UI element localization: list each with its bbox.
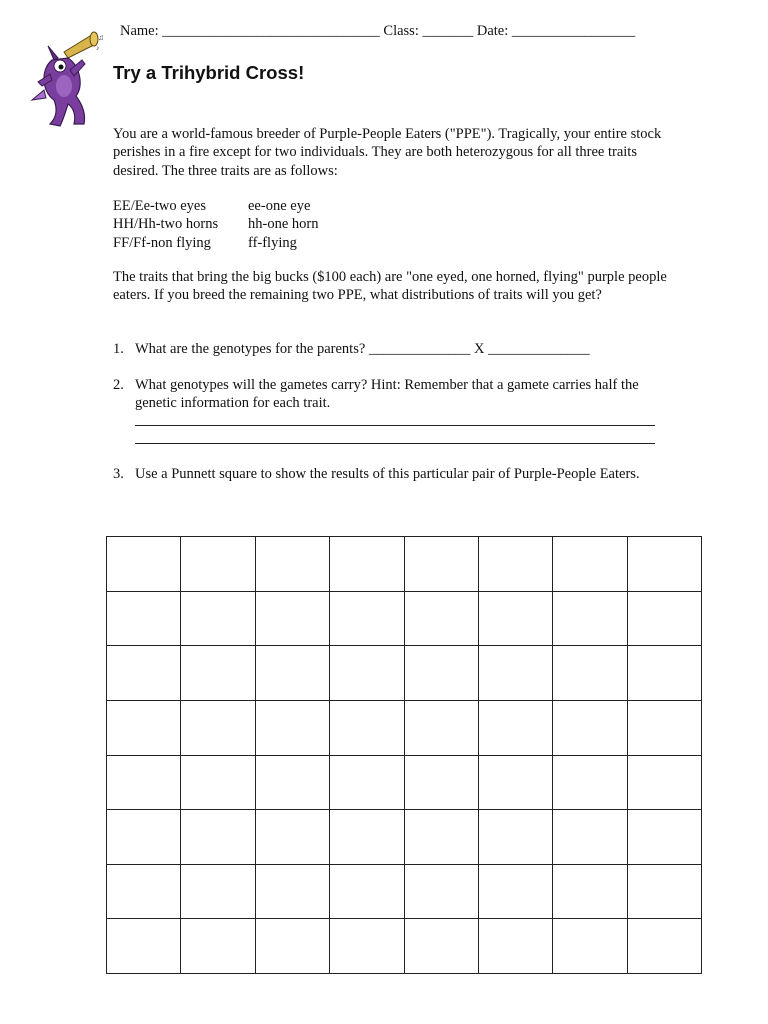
punnett-cell[interactable] xyxy=(627,700,701,755)
punnett-cell[interactable] xyxy=(478,700,552,755)
punnett-cell[interactable] xyxy=(404,700,478,755)
punnett-row xyxy=(107,755,702,810)
traits-list xyxy=(113,197,318,252)
punnett-cell[interactable] xyxy=(255,755,329,810)
punnett-cell[interactable] xyxy=(478,591,552,646)
question-2 xyxy=(113,376,653,413)
question-number: 1. xyxy=(113,341,124,357)
punnett-row xyxy=(107,537,702,592)
question-3 xyxy=(113,465,653,483)
punnett-square-grid xyxy=(106,536,702,974)
punnett-cell[interactable] xyxy=(330,919,404,974)
punnett-cell[interactable] xyxy=(627,919,701,974)
punnett-cell[interactable] xyxy=(330,700,404,755)
punnett-cell[interactable] xyxy=(181,864,255,919)
punnett-cell[interactable] xyxy=(627,591,701,646)
punnett-cell[interactable] xyxy=(330,810,404,865)
punnett-row xyxy=(107,810,702,865)
punnett-cell[interactable] xyxy=(553,755,627,810)
punnett-cell[interactable] xyxy=(181,646,255,701)
svg-text:♪: ♪ xyxy=(96,44,100,52)
punnett-cell[interactable] xyxy=(107,537,181,592)
punnett-row xyxy=(107,864,702,919)
punnett-cell[interactable] xyxy=(181,919,255,974)
punnett-cell[interactable] xyxy=(553,864,627,919)
punnett-cell[interactable] xyxy=(181,537,255,592)
punnett-cell[interactable] xyxy=(330,646,404,701)
punnett-cell[interactable] xyxy=(478,646,552,701)
question-text: What are the genotypes for the parents? ______________ X ______________ xyxy=(135,341,590,357)
trait-dominant: FF/Ff-non flying xyxy=(113,234,211,251)
punnett-cell[interactable] xyxy=(404,810,478,865)
punnett-cell[interactable] xyxy=(255,864,329,919)
punnett-cell[interactable] xyxy=(330,755,404,810)
punnett-cell[interactable] xyxy=(627,646,701,701)
punnett-cell[interactable] xyxy=(404,646,478,701)
punnett-cell[interactable] xyxy=(478,864,552,919)
punnett-cell[interactable] xyxy=(627,537,701,592)
svg-text:♫: ♫ xyxy=(98,33,104,42)
punnett-cell[interactable] xyxy=(255,646,329,701)
trait-row-flying xyxy=(113,234,318,252)
question-1 xyxy=(113,340,673,358)
punnett-cell[interactable] xyxy=(181,700,255,755)
punnett-cell[interactable] xyxy=(330,864,404,919)
trait-dominant: EE/Ee-two eyes xyxy=(113,198,207,214)
question-text: What genotypes will the gametes carry? Hint: Remember that a gamete carries half the genetic information for each trait. xyxy=(135,377,639,412)
punnett-cell[interactable] xyxy=(255,537,329,592)
trait-row-eyes xyxy=(113,197,318,215)
punnett-cell[interactable] xyxy=(107,755,181,810)
punnett-cell[interactable] xyxy=(478,755,552,810)
punnett-cell[interactable] xyxy=(553,646,627,701)
punnett-cell[interactable] xyxy=(478,919,552,974)
trait-recessive: ee-one eye xyxy=(248,198,311,214)
punnett-cell[interactable] xyxy=(404,864,478,919)
punnett-cell[interactable] xyxy=(478,810,552,865)
punnett-cell[interactable] xyxy=(404,919,478,974)
punnett-cell[interactable] xyxy=(627,755,701,810)
punnett-cell[interactable] xyxy=(553,919,627,974)
punnett-cell[interactable] xyxy=(107,646,181,701)
punnett-cell[interactable] xyxy=(404,755,478,810)
punnett-row xyxy=(107,646,702,701)
punnett-cell[interactable] xyxy=(107,919,181,974)
page-title: Try a Trihybrid Cross! xyxy=(113,62,305,83)
punnett-cell[interactable] xyxy=(107,591,181,646)
punnett-cell[interactable] xyxy=(181,591,255,646)
answer-line-1[interactable] xyxy=(135,425,655,426)
trait-dominant: HH/Hh-two horns xyxy=(113,216,219,233)
punnett-cell[interactable] xyxy=(107,864,181,919)
punnett-row xyxy=(107,591,702,646)
purple-people-eater-mascot-icon xyxy=(30,30,108,130)
name-class-date-line: Name: ______________________________ Class: _______ Date: _________________ xyxy=(120,23,636,39)
question-number: 2. xyxy=(113,377,124,393)
punnett-cell[interactable] xyxy=(255,919,329,974)
punnett-cell[interactable] xyxy=(330,537,404,592)
intro-text: You are a world-famous breeder of Purple-People Eaters ("PPE"). Tragically, your entire stock perishes in a fire except for two individuals. They are both heterozygous for all three traits desired. The three traits are as follows: xyxy=(113,126,662,179)
punnett-cell[interactable] xyxy=(627,810,701,865)
punnett-cell[interactable] xyxy=(404,537,478,592)
goal-paragraph xyxy=(113,268,673,305)
goal-text: The traits that bring the big bucks ($100 each) are "one eyed, one horned, flying" purple people eaters. If you breed the remaining two PPE, what distributions of traits will you get? xyxy=(113,269,667,304)
punnett-cell[interactable] xyxy=(181,810,255,865)
punnett-cell[interactable] xyxy=(107,810,181,865)
punnett-cell[interactable] xyxy=(330,591,404,646)
punnett-cell[interactable] xyxy=(553,700,627,755)
punnett-cell[interactable] xyxy=(107,700,181,755)
question-number: 3. xyxy=(113,466,124,482)
punnett-row xyxy=(107,919,702,974)
question-text: Use a Punnett square to show the results of this particular pair of Purple-People Eaters. xyxy=(135,466,640,482)
answer-line-2[interactable] xyxy=(135,443,655,444)
punnett-row xyxy=(107,700,702,755)
trait-recessive: ff-flying xyxy=(248,234,297,251)
trait-recessive: hh-one horn xyxy=(248,216,319,233)
punnett-cell[interactable] xyxy=(627,864,701,919)
punnett-cell[interactable] xyxy=(255,591,329,646)
punnett-cell[interactable] xyxy=(553,537,627,592)
punnett-cell[interactable] xyxy=(255,810,329,865)
punnett-cell[interactable] xyxy=(255,700,329,755)
punnett-cell[interactable] xyxy=(553,591,627,646)
punnett-cell[interactable] xyxy=(404,591,478,646)
intro-paragraph xyxy=(113,125,673,180)
trait-row-horns xyxy=(113,215,318,233)
punnett-cell[interactable] xyxy=(478,537,552,592)
punnett-cell[interactable] xyxy=(553,810,627,865)
punnett-cell[interactable] xyxy=(181,755,255,810)
